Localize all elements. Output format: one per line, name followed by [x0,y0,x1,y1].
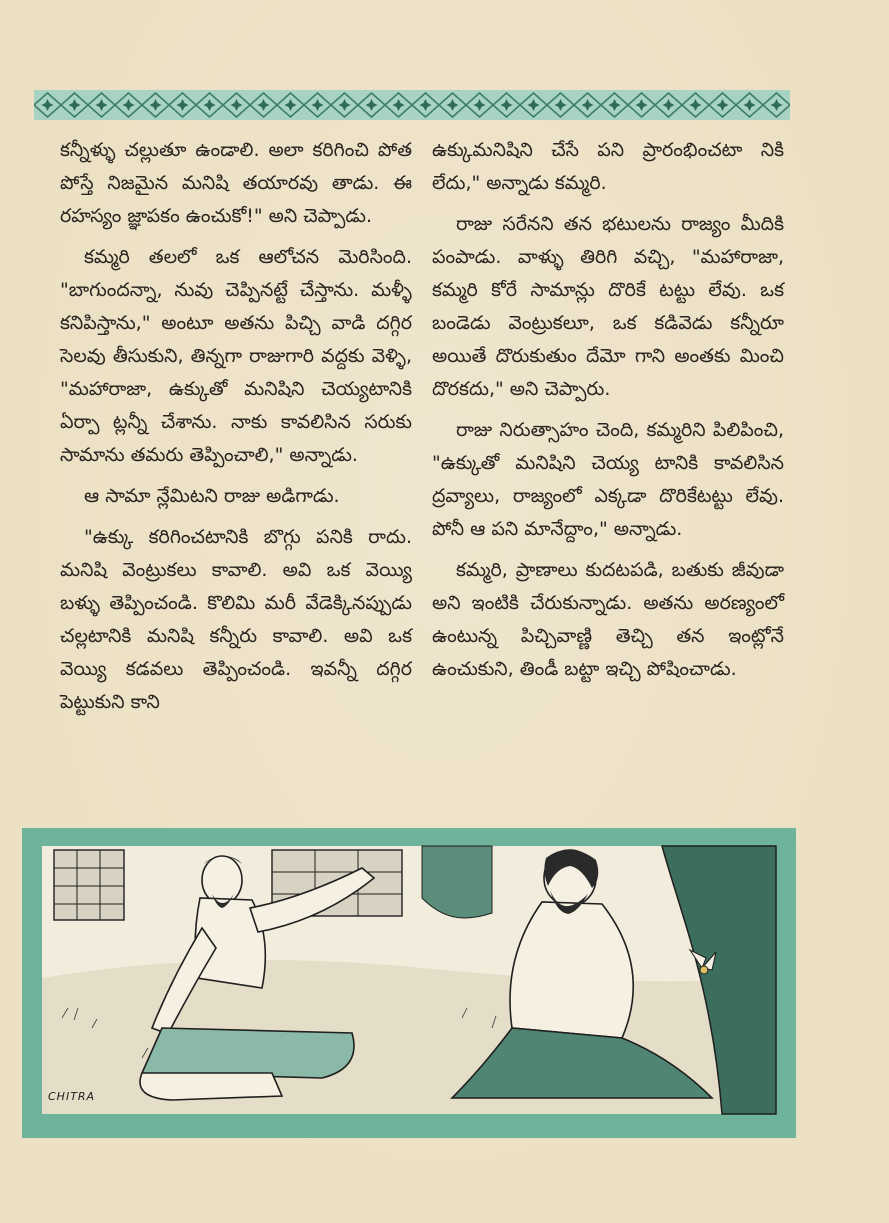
left-column [60,134,412,727]
paragraph: ఉక్కుమనిషిని చేసే పని ప్రారంభించటా నికి లేదు," అన్నాడు కమ్మరి. [432,139,784,194]
story-illustration [22,828,796,1138]
decorative-border [34,90,790,120]
illustration-signature: CHITRA [48,1090,96,1103]
paragraph: కమ్మరి తలలో ఒక ఆలోచన మెరిసింది. "బాగుందన్నా, నువు చెప్పినట్టే చేస్తాను. మళ్ళీ కనిపిస్తాను," అంటూ అతను పిచ్చి వాడి దగ్గిర సెలవు తీసుకుని, తిన్నగా రాజుగారి వద్దకు వెళ్ళి, "మహారాజా, ఉక్కుతో మనిషిని చెయ్యటానికి ఏర్పా ట్లన్నీ చేశాను. నాకు కావలిసిన సరుకు సామాను తమరు తెప్పించాలి," అన్నాడు. [60,246,412,466]
right-column [432,134,784,694]
paragraph: ఆ సామా న్లేమిటని రాజు అడిగాడు. [84,485,340,507]
paragraph: "ఉక్కు కరిగించటానికి బొగ్గు పనికి రాదు. మనిషి వెంట్రుకలు కావాలి. అవి ఒక వెయ్యి బళ్ళు తెప్పించండి. కొలిమి మరీ వేడెక్కినప్పుడు చల్లటానికి మనిషి కన్నీరు కావాలి. అవి ఒక వెయ్యి కడవలు తెప్పించండి. ఇవన్నీ దగ్గిర పెట్టుకుని కాని [60,526,412,713]
paragraph: కన్నీళ్ళు చల్లుతూ ఉండాలి. అలా కరిగించి పోత పోస్తే నిజమైన మనిషి తయారవు తాడు. ఈ రహస్యం జ్ఞాపకం ఉంచుకో!" అని చెప్పాడు. [60,139,412,227]
paragraph: కమ్మరి, ప్రాణాలు కుదటపడి, బతుకు జీవుడా అని ఇంటికి చేరుకున్నాడు. అతను అరణ్యంలో ఉంటున్న పిచ్చివాణ్ణి తెచ్చి తన ఇంట్లోనే ఉంచుకుని, తిండీ బట్టా ఇచ్చి పోషించాడు. [432,559,784,680]
paragraph: రాజు నిరుత్సాహం చెంది, కమ్మరిని పిలిపించి, "ఉక్కుతో మనిషిని చెయ్య టానికి కావలిసిన ద్రవ్యాలు, రాజ్యంలో ఎక్కడా దొరికేటట్టు లేవు. పోనీ ఆ పని మానేద్దాం," అన్నాడు. [432,419,784,540]
paragraph: రాజు సరేనని తన భటులను రాజ్యం మీదికి పంపాడు. వాళ్ళు తిరిగి వచ్చి, "మహారాజా, కమ్మరి కోరే సామాన్లు దొరికే టట్టు లేవు. ఒక బండెడు వెంట్రుకలూ, ఒక కడివెడు కన్నీరూ అయితే దొరుకుతుం దేమో గాని అంతకు మించి దొరకదు," అని చెప్పారు. [432,213,784,400]
